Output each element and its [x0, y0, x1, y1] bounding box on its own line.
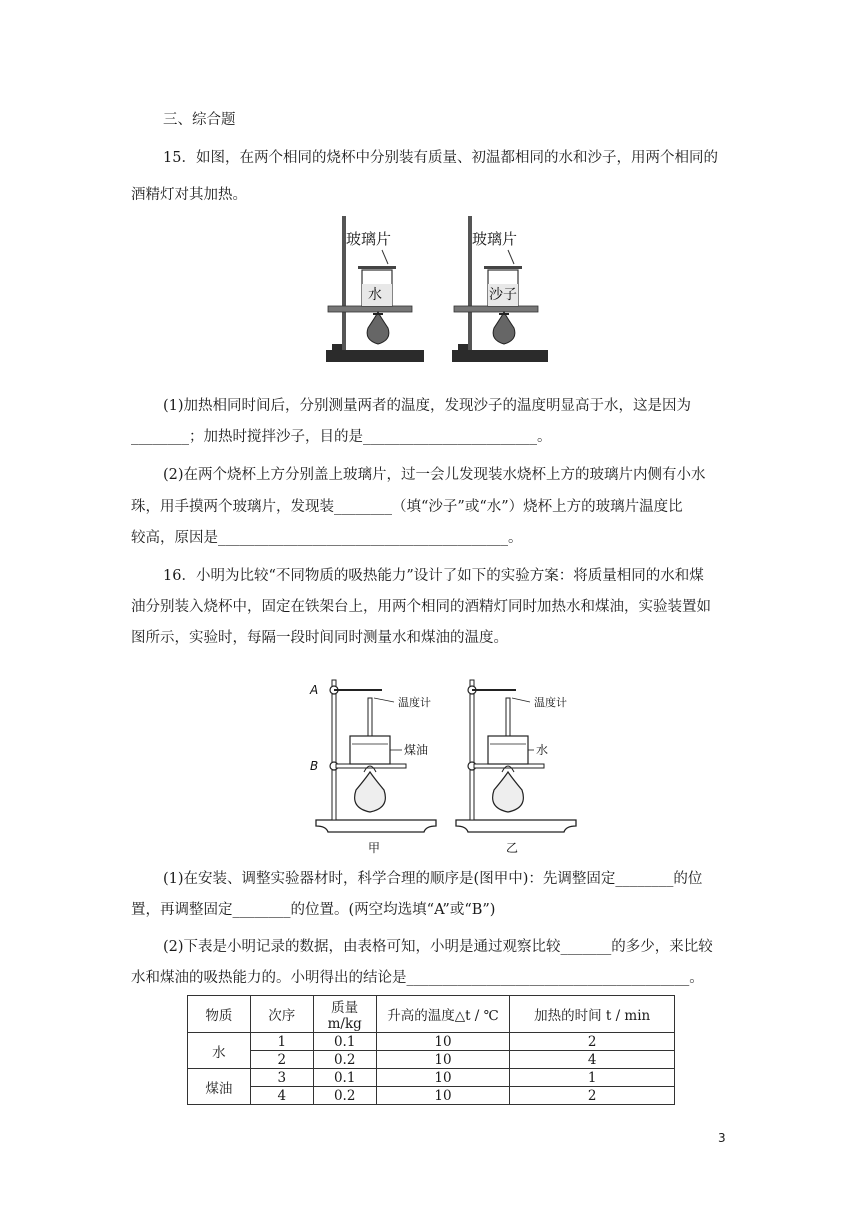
q16-apparatus-yi [456, 680, 576, 855]
q16-right-content-label: 水 [536, 743, 549, 757]
q16-left-thermometer-label: 温度计 [398, 696, 431, 709]
table-cell: 4 [250, 1087, 313, 1105]
table-row [188, 1051, 675, 1069]
table-cell: 0.1 [313, 1069, 376, 1087]
table-header-row [188, 996, 675, 1033]
section-title: 三、综合题 [163, 112, 236, 128]
q15-part2-line2: 珠，用手摸两个玻璃片，发现装________（填“沙子”或“水”）烧杯上方的玻璃片温度比 [131, 499, 683, 515]
q16-right-thermometer-label: 温度计 [534, 696, 567, 709]
q16-text-line1: 16．小明为比较“不同物质的吸热能力”设计了如下的实验方案：将质量相同的水和煤 [163, 568, 704, 584]
q16-apparatus-jia [309, 680, 436, 855]
q16-part2-line1: (2)下表是小明记录的数据，由表格可知，小明是通过观察比较_______的多少，来比较 [163, 939, 713, 955]
q15-left-apparatus [326, 216, 424, 362]
page-number: 3 [718, 1131, 726, 1145]
q16-caption-yi: 乙 [506, 841, 519, 855]
q15-right-content-label: 沙子 [489, 287, 517, 303]
table-cell: 0.2 [313, 1087, 376, 1105]
q15-part2-line3: 较高，原因是________________________________________。 [131, 530, 523, 546]
table-cell: 1 [510, 1069, 675, 1087]
q15-part1-line2: ________；加热时搅拌沙子，目的是________________________。 [131, 429, 552, 445]
table-cell: 2 [510, 1033, 675, 1051]
table-row [188, 1069, 675, 1087]
table-cell: 10 [376, 1069, 510, 1087]
table-cell: 0.1 [313, 1033, 376, 1051]
substance-cell: 煤油 [188, 1069, 251, 1105]
q16-label-b: B [310, 759, 319, 773]
table-header-cell: 物质 [188, 996, 251, 1033]
q15-text-line1: 15．如图，在两个相同的烧杯中分别装有质量、初温都相同的水和沙子，用两个相同的 [163, 150, 718, 166]
table-header-cell: 加热的时间 t / min [510, 996, 675, 1033]
table-cell: 0.2 [313, 1051, 376, 1069]
table-cell: 10 [376, 1033, 510, 1051]
q16-text-line3: 图所示，实验时，每隔一段时间同时测量水和煤油的温度。 [131, 630, 508, 646]
table-row [188, 1033, 675, 1051]
q16-text-line2: 油分别装入烧杯中，固定在铁架台上，用两个相同的酒精灯同时加热水和煤油，实验装置如 [131, 599, 711, 615]
q16-part1-line2: 置，再调整固定________的位置。(两空均选填“A”或“B”) [131, 902, 496, 918]
table-cell: 3 [250, 1069, 313, 1087]
q16-part2-line2: 水和煤油的吸热能力的。小明得出的结论是_______________________________________。 [131, 970, 704, 986]
q15-right-apparatus [452, 216, 548, 362]
q15-left-glass-label: 玻璃片 [346, 230, 392, 248]
q15-figure [318, 210, 550, 370]
q15-left-content-label: 水 [368, 287, 382, 303]
table-header-cell: 升高的温度△t / ℃ [376, 996, 510, 1033]
table-cell: 10 [376, 1087, 510, 1105]
q16-part1-line1: (1)在安装、调整实验器材时，科学合理的顺序是(图甲中)：先调整固定________的位 [163, 871, 703, 887]
substance-cell: 水 [188, 1033, 251, 1069]
q16-label-a: A [310, 683, 319, 697]
table-cell: 4 [510, 1051, 675, 1069]
table-cell: 2 [510, 1087, 675, 1105]
q15-text-line2: 酒精灯对其加热。 [131, 187, 247, 203]
q16-left-content-label: 煤油 [404, 743, 429, 757]
q16-caption-jia: 甲 [368, 841, 381, 855]
table-header-cell: 次序 [250, 996, 313, 1033]
table-header-cell: 质量 m/kg [313, 996, 376, 1033]
table-cell: 2 [250, 1051, 313, 1069]
q15-part1-line1: (1)加热相同时间后，分别测量两者的温度，发现沙子的温度明显高于水，这是因为 [163, 398, 692, 414]
table-row [188, 1087, 675, 1105]
q15-right-glass-label: 玻璃片 [472, 230, 518, 248]
table-cell: 1 [250, 1033, 313, 1051]
q16-data-table [187, 995, 675, 1105]
q16-figure [306, 660, 596, 860]
table-cell: 10 [376, 1051, 510, 1069]
q15-part2-line1: (2)在两个烧杯上方分别盖上玻璃片，过一会儿发现装水烧杯上方的玻璃片内侧有小水 [163, 467, 706, 483]
